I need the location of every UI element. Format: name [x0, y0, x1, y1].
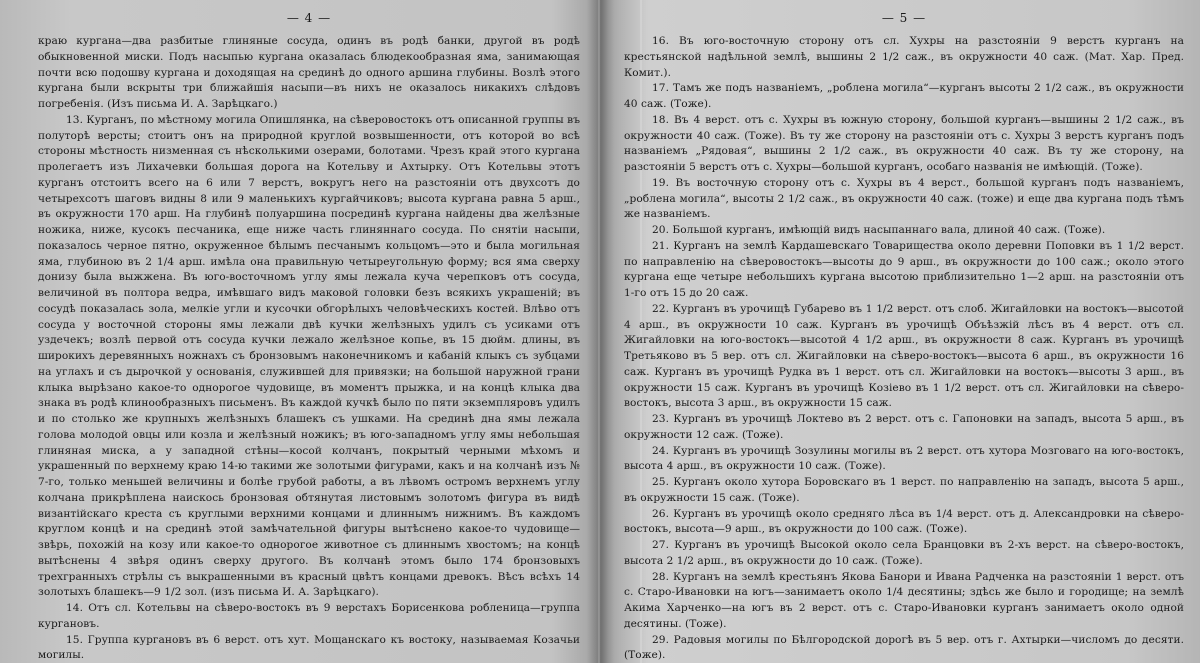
page-number: — 5 —: [881, 11, 927, 25]
paragraph: 21. Курганъ на землѣ Кардашевскаго Товарищества около деревни Поповки въ 1 1/2 верст. по направленію на сѣверовостокъ—высоты до 9 арш., въ окружности до 100 саж.; около этого кургана еще четыре небольшихъ кургана высотою приблизительно 1—2 арш. на разстояніи отъ 1-го отъ 15 до 20 саж.: [624, 239, 1184, 299]
paragraph: 18. Въ 4 верст. отъ с. Хухры въ южную сторону, большой курганъ—вышины 2 1/2 саж., въ окружности 40 саж. (Тоже). Въ ту же сторону на разстояніи отъ с. Хухры 3 верстъ курганъ подъ названіемъ „Рядовая“, вышины 2 1/2 саж., въ окружности 40 саж. Въ ту же сторону, на разстояніи 5 верстъ отъ с. Хухры—большой курганъ, особаго названія не имѣющій. (Тоже).: [624, 113, 1184, 173]
paragraph: 29. Радовыя могилы по Бѣлгородской дорогѣ въ 5 вер. отъ г. Ахтырки—числомъ до десяти. (Тоже).: [624, 633, 1184, 662]
page-crease: [598, 0, 600, 663]
paragraph: 27. Курганъ въ урочищѣ Высокой около села Бранцовки въ 2-хъ верст. на сѣверо-востокъ, высота 2 1/2 арш., въ окружности до 10 саж. (Тоже).: [624, 539, 1184, 567]
paragraph: 19. Въ восточную сторону отъ с. Хухры въ 4 верст., большой курганъ подъ названіемъ, „роблена могила“, высоты 2 1/2 саж., въ окружности 40 саж. (тоже) и еще два кургана подъ тѣмъ же названіемъ.: [624, 176, 1184, 221]
page-text: [624, 34, 1184, 663]
paragraph: краю кургана—два разбитые глиняные сосуда, одинъ въ родѣ банки, другой въ родѣ обыкновенной миски. Подъ насыпью кургана оказалась блюдекообразная яма, занимающая почти всю подошву кургана и доходящая на срединѣ до одного аршина глубины. Возлѣ этого кургана были вскрыты три ближайшія насыпи—въ нихъ не оказалось никакихъ слѣдовъ погребенія. (Изъ письма И. А. Зарѣцкаго.): [38, 35, 580, 110]
right-page: [604, 0, 1200, 663]
paragraph: 17. Тамъ же подъ названіемъ, „роблена могила“—курганъ высоты 2 1/2 саж., въ окружности 40 саж. (Тоже).: [624, 82, 1184, 110]
paragraph: 22. Курганъ въ урочищѣ Губарево въ 1 1/2 верст. отъ слоб. Жигайловки на востокъ—высотой 4 арш., въ окружности 10 саж. Курганъ въ урочищѣ Объѣзжій лѣсъ въ 4 верст. отъ сл. Жигайловки на юго-востокъ—высотой 4 1/2 арш., въ окружности 8 саж. Курганъ въ урочищѣ Третьяково въ 5 вер. отъ сл. Жигайловки на сѣверо-востокъ—высота 6 арш., въ окружности 16 саж. Курганъ въ урочищѣ Рудка въ 1 верст. отъ сл. Жигайловки на востокъ—высоты 3 арш., въ окружности 15 саж. Курганъ въ урочищѣ Козіево въ 1 1/2 верст. отъ сл. Жигайловки на сѣверо-востокъ, высота 3 арш., въ окружности 15 саж.: [624, 302, 1184, 410]
paragraph: 25. Курганъ около хутора Боровскаго въ 1 верст. по направленію на западъ, высота 5 арш., въ окружности 15 саж. (Тоже).: [624, 476, 1184, 504]
paragraph: 28. Курганъ на землѣ крестьянъ Якова Банори и Ивана Радченка на разстояніи 1 верст. отъ с. Старо-Ивановки на югъ—занимаетъ около 1/4 десятины; здѣсь же было и городище; на землѣ Акима Харченко—на югъ въ 2 верст. отъ с. Старо-Ивановки курганъ занимаетъ около одной десятины. (Тоже).: [624, 570, 1184, 630]
paragraph: 26. Курганъ въ урочищѣ около средняго лѣса въ 1/4 верст. отъ д. Александровки на сѣверо-востокъ, высота—9 арш., въ окружности до 100 саж. (Тоже).: [624, 507, 1184, 536]
paragraph: 23. Курганъ въ урочищѣ Локтево въ 2 верст. отъ с. Гапоновки на западъ, высота 5 арш., въ окружности 12 саж. (Тоже).: [624, 413, 1184, 441]
page-text: [38, 34, 580, 663]
paragraph: 13. Курганъ, по мѣстному могила Опишлянка, на сѣверовостокъ отъ описанной группы въ полуторѣ версты; стоитъ онъ на природной круглой возвышенности, отъ которой во всѣ стороны мѣстность низменная съ нѣсколькими озерами, болотами. Чрезъ край этого кургана пролегаетъ изъ Лихачевки большая дорога на Котельву и Ахтырку. Отъ Котельвы этотъ курганъ отстоитъ всего на 6 или 7 верстъ, вокругъ него на разстояніи отъ двухсотъ до четырехсотъ шаговъ видны 8 или 9 маленькихъ кургайчиковъ; высота кургана равна 5 арш., въ окружности 170 арш. На глубинѣ полуаршина посрединѣ кургана найдены два желѣзные ножика, ниже, кусокъ песчаника, еще ниже часть глиняннаго сосуда. По снятіи насыпи, показалось черное пятно, окруженное бѣлымъ песчанымъ кольцомъ—это и была могильная яма, глубиною въ 2 1/4 арш. имѣла она правильную четыреугольную форму; вся яма сверху донизу была выжжена. Въ юго-восточномъ углу ямы лежала куча черепковъ отъ сосуда, величиной въ полторa ведра, имѣвшаго видъ маковой головки безъ всякихъ украшеній; въ сосудѣ показалась зола, мелкіе угли и кусочки обгорѣлыхъ человѣческихъ костей. Влѣво отъ сосуда у восточной стороны ямы лежали двѣ кучки желѣзныхъ удилъ съ усиками отъ уздечекъ; возлѣ первой отъ сосуда кучки лежало желѣзное копье, въ 15 дюйм. длины, въ широкихъ деревянныхъ ножнахъ съ бронзовымъ наконечникомъ и кабаній клыкъ съ зубцами на углахъ и съ дырочкой у основанія, служившей для привязки; на большой наружной грани клыка вырѣзано какое-то однорогое чудовище, въ моментъ прыжка, и на концѣ клыка два знака въ родѣ клинообразныхъ письменъ. Въ каждой кучкѣ было по пяти экземпляровъ удилъ и по столько же крупныхъ желѣзныхъ блашекъ съ ушками. На срединѣ дна ямы лежала голова молодой овцы или козла и желѣзный ножикъ; въ юго-западномъ углу ямы небольшая глиняная миска, а у западной стѣны—косой колчанъ, покрытый черными мѣхомъ и украшенный по верхнему краю 14-ю такими же золотыми фигурами, какъ и на колчанѣ изъ № 7-го, только меньшей величины и болѣе грубой работы, а въ лѣвомъ остромъ верхнемъ углу колчана прикрѣплена наискось бронзовая обтянутая листовымъ золотомъ фигура въ видѣ византійскаго креста съ круглыми верхними концами и длиннымъ нижнимъ. Въ каждомъ круглом концѣ и на срединѣ этой замѣчательной фигуры вытѣснено какое-то чудовище—звѣрь, похожій на козу или какое-то однорогое животное съ длиннымъ хвостомъ; на концѣ вытѣснены 4 звѣря одинъ сверху другого. Въ колчанѣ этомъ было 174 бронзовыхъ трехгранныхъ стрѣлы съ выкрашенными въ красный цвѣтъ концами древокъ. Вѣсъ всѣхъ 14 золотыхъ блашекъ—9 1/2 зол. (изъ письма И. А. Зарѣцкаго).: [38, 113, 580, 599]
paragraph: 14. Отъ сл. Котельвы на сѣверо-востокъ въ 9 верстахъ Борисенкова робленица—группа кургановъ.: [38, 602, 580, 630]
paragraph: 15. Группа кургановъ въ 6 верст. отъ хут. Мощанскаго къ востоку, называемая Козачьи могилы.: [38, 633, 580, 662]
left-page: [0, 0, 592, 663]
paragraph: 16. Въ юго-восточную сторону отъ сл. Хухры на разстояніи 9 верстъ курганъ на крестьянской надѣльной землѣ, вышины 2 1/2 саж., въ окружности 40 саж. (Мат. Хар. Пред. Комит.).: [624, 35, 1184, 79]
paragraph: 20. Большой курганъ, имѣющій видъ насыпаннаго вала, длиной 40 саж. (Тоже).: [652, 224, 1106, 236]
paragraph: 24. Курганъ въ урочищѣ Зозулины могилы въ 2 верст. отъ хутора Мозговаго на юго-востокъ, высота 4 арш., въ окружности 10 саж. (Тоже).: [624, 444, 1184, 473]
page-number: — 4 —: [286, 11, 332, 25]
